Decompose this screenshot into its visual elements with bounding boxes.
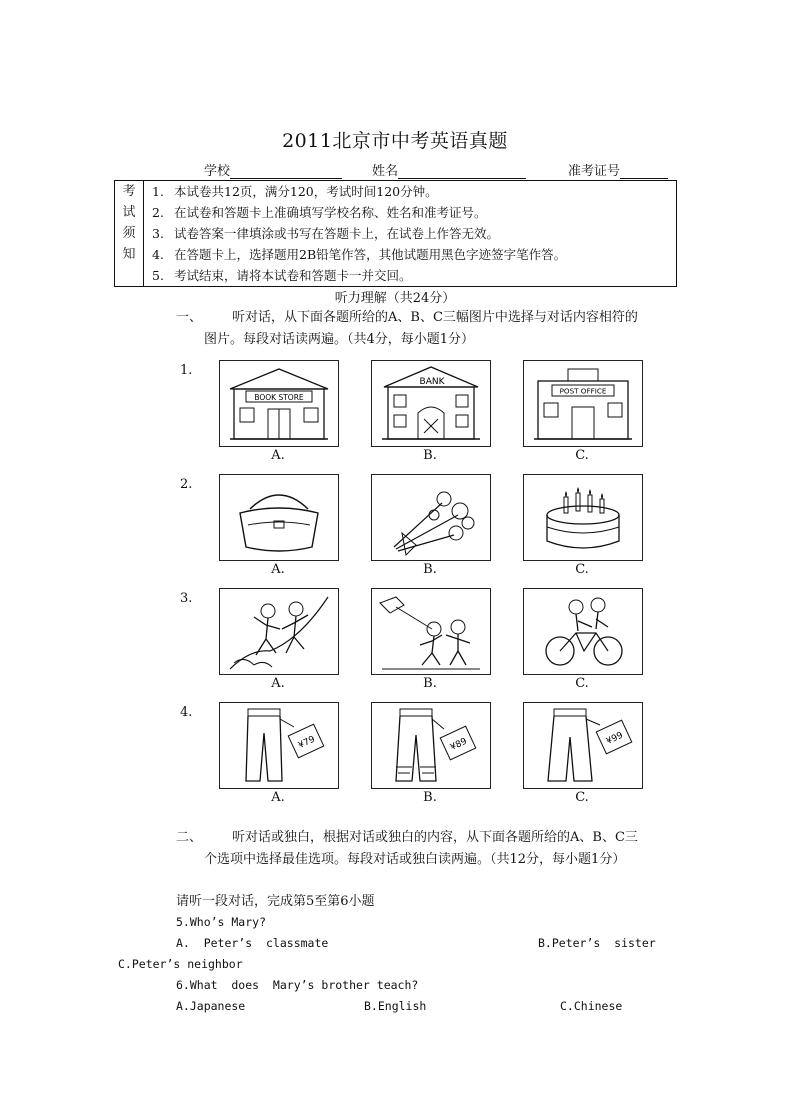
notice-item: 4. 在答题卡上，选择题用2B铅笔作答，其他试题用黑色字迹签字笔作答。 [152,247,567,262]
flowers-icon [372,475,490,560]
trousers-icon [372,703,490,788]
option-picture-4b [371,702,491,789]
question-number: 3. [180,591,193,606]
page-title: 2011北京市中考英语真题 [282,130,508,152]
part1-line1: 听对话，从下面各题所给的A、B、C三幅图片中选择与对话内容相符的 [232,310,638,325]
question-5-option-b: B.Peter’s sister [538,936,656,950]
school-field [204,160,342,179]
exam-id-blank [620,165,668,179]
bank-icon [372,361,490,446]
question-5-option-a: A. Peter’s classmate [176,936,329,950]
option-label-a: A. [271,790,285,805]
option-picture-2c [523,474,643,561]
book-store-icon [220,361,338,446]
question-5-option-c: C.Peter’s neighbor [118,957,243,971]
svg-text:BOOK STORE: BOOK STORE [254,393,304,402]
name-field [372,160,526,179]
option-label-a: A. [271,448,285,463]
svg-text:BANK: BANK [419,377,445,387]
children-bicycle-icon [524,589,642,674]
section-heading: 听力理解（共24分） [334,291,456,306]
notice-item: 3. 试卷答案一律填涂或书写在答题卡上，在试卷上作答无效。 [152,226,500,241]
exam-id-field [568,160,668,179]
option-label-a: A. [271,676,285,691]
question-number: 2. [180,477,193,492]
option-picture-3c [523,588,643,675]
question-6-option-c: C.Chinese [560,999,623,1013]
question-number: 4. [180,705,193,720]
option-picture-4a [219,702,339,789]
notice-item: 1. 本试卷共12页，满分120，考试时间120分钟。 [152,184,438,199]
question-6: 6.What does Mary’s brother teach? [176,978,419,992]
part2-line1: 听对话或独白，根据对话或独白的内容，从下面各题所给的A、B、C三 [232,830,638,845]
svg-text:¥79: ¥79 [296,734,317,751]
notice-items [144,181,677,287]
svg-text:POST OFFICE: POST OFFICE [559,386,607,396]
option-picture-2b [371,474,491,561]
option-picture-1a [219,360,339,447]
svg-text:¥99: ¥99 [604,730,625,747]
option-picture-4c [523,702,643,789]
option-label-c: C. [575,448,589,463]
part2-number: 二、 [176,830,203,845]
option-picture-2a [219,474,339,561]
option-label-c: C. [575,562,589,577]
name-label: 姓名 [372,164,399,179]
dialog-intro: 请听一段对话，完成第5至第6小题 [176,894,375,909]
notice-item: 2. 在试卷和答题卡上准确填写学校名称、姓名和准考证号。 [152,205,487,220]
option-picture-1c [523,360,643,447]
exam-notice [114,180,677,287]
question-number: 1. [180,363,193,378]
notice-side-label: 考 试 须 知 [115,181,144,287]
exam-id-label: 准考证号 [568,164,621,179]
option-label-c: C. [575,676,589,691]
option-picture-1b [371,360,491,447]
post-office-icon [524,361,642,446]
children-kite-icon [372,589,490,674]
school-label: 学校 [204,164,231,179]
question-6-option-a: A.Japanese [176,999,246,1013]
part1-number: 一、 [176,310,203,325]
trousers-icon [220,703,338,788]
option-label-c: C. [575,790,589,805]
part1-line2: 图片。每段对话读两遍。（共4分，每小题1分） [204,332,475,347]
option-label-b: B. [423,562,437,577]
question-6-option-b: B.English [364,999,427,1013]
option-picture-3b [371,588,491,675]
option-picture-3a [219,588,339,675]
birthday-cake-icon [524,475,642,560]
school-blank [230,165,342,179]
notice-item: 5. 考试结束，请将本试卷和答题卡一并交回。 [152,268,412,283]
handbag-icon [220,475,338,560]
question-5: 5.Who’s Mary? [176,915,267,929]
svg-text:¥89: ¥89 [448,736,469,753]
option-label-a: A. [271,562,285,577]
option-label-b: B. [423,790,437,805]
name-blank [398,165,526,179]
part2-line2: 个选项中选择最佳选项。每段对话或独白读两遍。（共12分，每小题1分） [204,852,626,867]
option-label-b: B. [423,676,437,691]
trousers-icon [524,703,642,788]
option-label-b: B. [423,448,437,463]
children-climbing-icon [220,589,338,674]
